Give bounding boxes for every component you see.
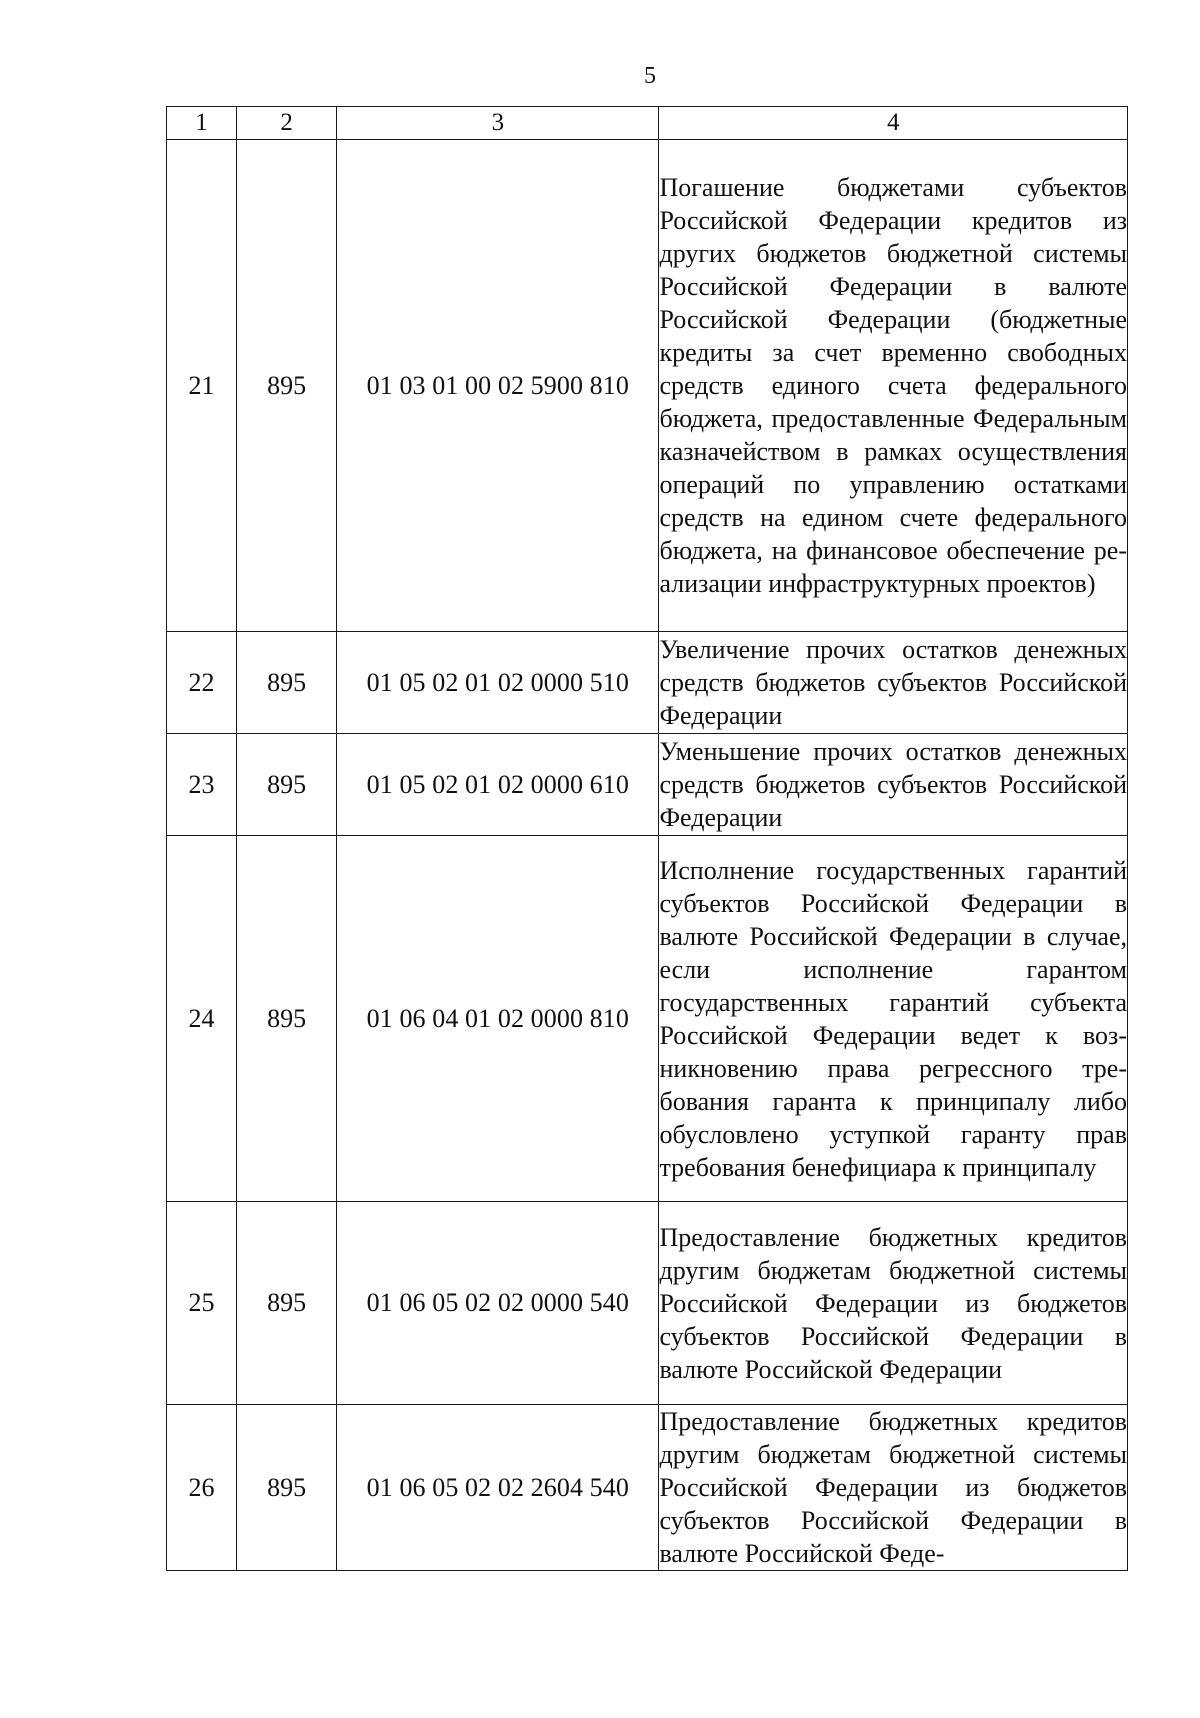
code-text: 01 05 02 01 02 0000 510 (366, 667, 629, 697)
row-description: Предоставление бюджетных кредитов другим бюджетам бюджетной системы Российской Федерации из бюджетов субъектов Российской Федерации в валюте Российской Федерации (659, 1202, 1128, 1405)
row-number: 22 (167, 632, 237, 734)
budget-classification-code (337, 1202, 659, 1405)
code-text: 01 03 01 00 02 5900 810 (366, 370, 629, 400)
page-number: 5 (644, 63, 656, 89)
table-header-row (167, 107, 1128, 140)
table-row (167, 836, 1128, 1202)
administrator-code: 895 (237, 836, 337, 1202)
row-description: Исполнение государственных гарантий субъектов Российской Федерации в валюте Российской Федерации в случае, если исполнение гарантом государственных гарантий субъекта Российской Федерации ведет к возникновению права регрессного требования гаранта к принципалу либо обусловлено уступкой гаранту прав требования бенефициара к принципалу (659, 836, 1128, 1202)
table-row (167, 632, 1128, 734)
row-number: 25 (167, 1202, 237, 1405)
row-number: 21 (167, 140, 237, 632)
table-row (167, 1202, 1128, 1405)
table-row (167, 1405, 1128, 1571)
administrator-code: 895 (237, 632, 337, 734)
column-header-4: 4 (659, 107, 1128, 140)
administrator-code: 895 (237, 140, 337, 632)
row-number: 23 (167, 734, 237, 836)
budget-classification-code (337, 140, 659, 632)
row-description: Предоставление бюджетных кредитов другим бюджетам бюджетной системы Российской Федерации из бюджетов субъектов Российской Федерации в валюте Российской Феде- (659, 1405, 1128, 1571)
table-row (167, 734, 1128, 836)
administrator-code: 895 (237, 1405, 337, 1571)
row-number: 26 (167, 1405, 237, 1571)
administrator-code: 895 (237, 734, 337, 836)
budget-classification-code (337, 1405, 659, 1571)
code-text: 01 05 02 01 02 0000 610 (366, 769, 629, 799)
code-text: 01 06 04 01 02 0000 810 (366, 1003, 629, 1033)
code-text: 01 06 05 02 02 0000 540 (366, 1288, 629, 1317)
column-header-1: 1 (167, 107, 237, 140)
row-description: Погашение бюджетами субъектов Российской Федерации кредитов из других бюджетов бюджетной системы Российской Федерации в валюте Российской Федерации (бюджетные кредиты за счет временно свободных средств единого счета федерального бюджета, предоставленные Федеральным казначейством в рамках осуществления операций по управлению остатками средств на едином счете федерального бюджета, на финансовое обеспечение реализации инфраструктурных проектов) (659, 140, 1128, 632)
column-header-2: 2 (237, 107, 337, 140)
row-description: Увеличение прочих остатков денежных средств бюджетов субъектов Российской Федерации (659, 632, 1128, 734)
table-row (167, 140, 1128, 632)
budget-classification-code (337, 734, 659, 836)
budget-classification-code (337, 632, 659, 734)
code-text: 01 06 05 02 02 2604 540 (366, 1472, 629, 1502)
row-number: 24 (167, 836, 237, 1202)
budget-sources-table (166, 106, 1128, 1571)
budget-classification-code (337, 836, 659, 1202)
administrator-code: 895 (237, 1202, 337, 1405)
row-description: Уменьшение прочих остатков денежных средств бюджетов субъектов Российской Федерации (659, 734, 1128, 836)
column-header-3: 3 (337, 107, 659, 140)
